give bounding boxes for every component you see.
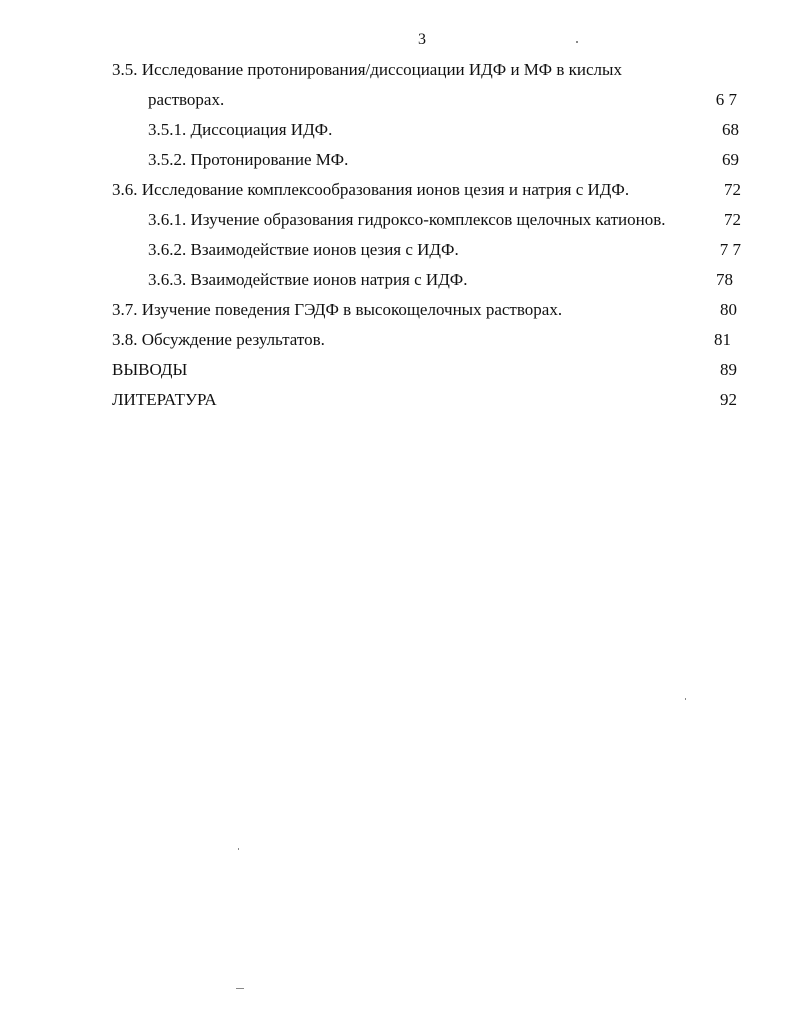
scan-speck	[685, 698, 686, 700]
toc-entry-3-5-2	[0, 148, 799, 172]
toc-entry-3-6-1	[0, 208, 799, 232]
toc-page-number: 78	[716, 270, 733, 289]
toc-page-number: 72	[724, 210, 741, 229]
toc-title: ВЫВОДЫ	[112, 360, 188, 379]
toc-title: 3.6.1. Изучение образования гидроксо-комплексов щелочных катионов.	[148, 210, 666, 229]
scan-speck	[576, 41, 578, 43]
toc-title: 3.6.2. Взаимодействие ионов цезия с ИДФ.	[148, 240, 459, 259]
toc-page-number: 72	[724, 180, 741, 199]
toc-title: растворах.	[148, 90, 225, 109]
toc-entry-3-7	[0, 298, 799, 322]
scan-speck	[236, 988, 244, 989]
toc-entry-3-6	[0, 178, 799, 202]
toc-page-number: 7 7	[719, 240, 741, 259]
toc-title: 3.5.1. Диссоциация ИДФ.	[148, 120, 333, 139]
toc-title: 3.5. Исследование протонирования/диссоциации ИДФ и МФ в кислых	[112, 60, 622, 79]
toc-entry-3-5-continued	[0, 88, 799, 112]
toc-page-number: 68	[722, 120, 739, 139]
toc-entry-conclusions	[0, 358, 799, 382]
toc-page-number: 81	[714, 330, 731, 349]
toc-title: 3.7. Изучение поведения ГЭДФ в высокощелочных растворах.	[112, 300, 563, 319]
toc-entry-literature	[0, 388, 799, 412]
toc-title: 3.8. Обсуждение результатов.	[112, 330, 325, 349]
toc-title: ЛИТЕРАТУРА	[112, 390, 217, 409]
toc-page-number: 92	[720, 390, 737, 409]
toc-page-number: 89	[720, 360, 737, 379]
toc-title: 3.5.2. Протонирование МФ.	[148, 150, 349, 169]
toc-page-number: 69	[722, 150, 739, 169]
toc-entry-3-5-1	[0, 118, 799, 142]
toc-title: 3.6. Исследование комплексообразования ионов цезия и натрия с ИДФ.	[112, 180, 630, 199]
toc-entry-3-8	[0, 328, 799, 352]
toc-entry-3-6-3	[0, 268, 799, 292]
scan-speck	[238, 848, 239, 850]
toc-page-number: 6 7	[715, 90, 737, 109]
toc-page-number: 80	[720, 300, 737, 319]
toc-title: 3.6.3. Взаимодействие ионов натрия с ИДФ.	[148, 270, 468, 289]
page-number: 3	[418, 31, 426, 48]
toc-entry-3-5	[0, 58, 799, 82]
toc-entry-3-6-2	[0, 238, 799, 262]
